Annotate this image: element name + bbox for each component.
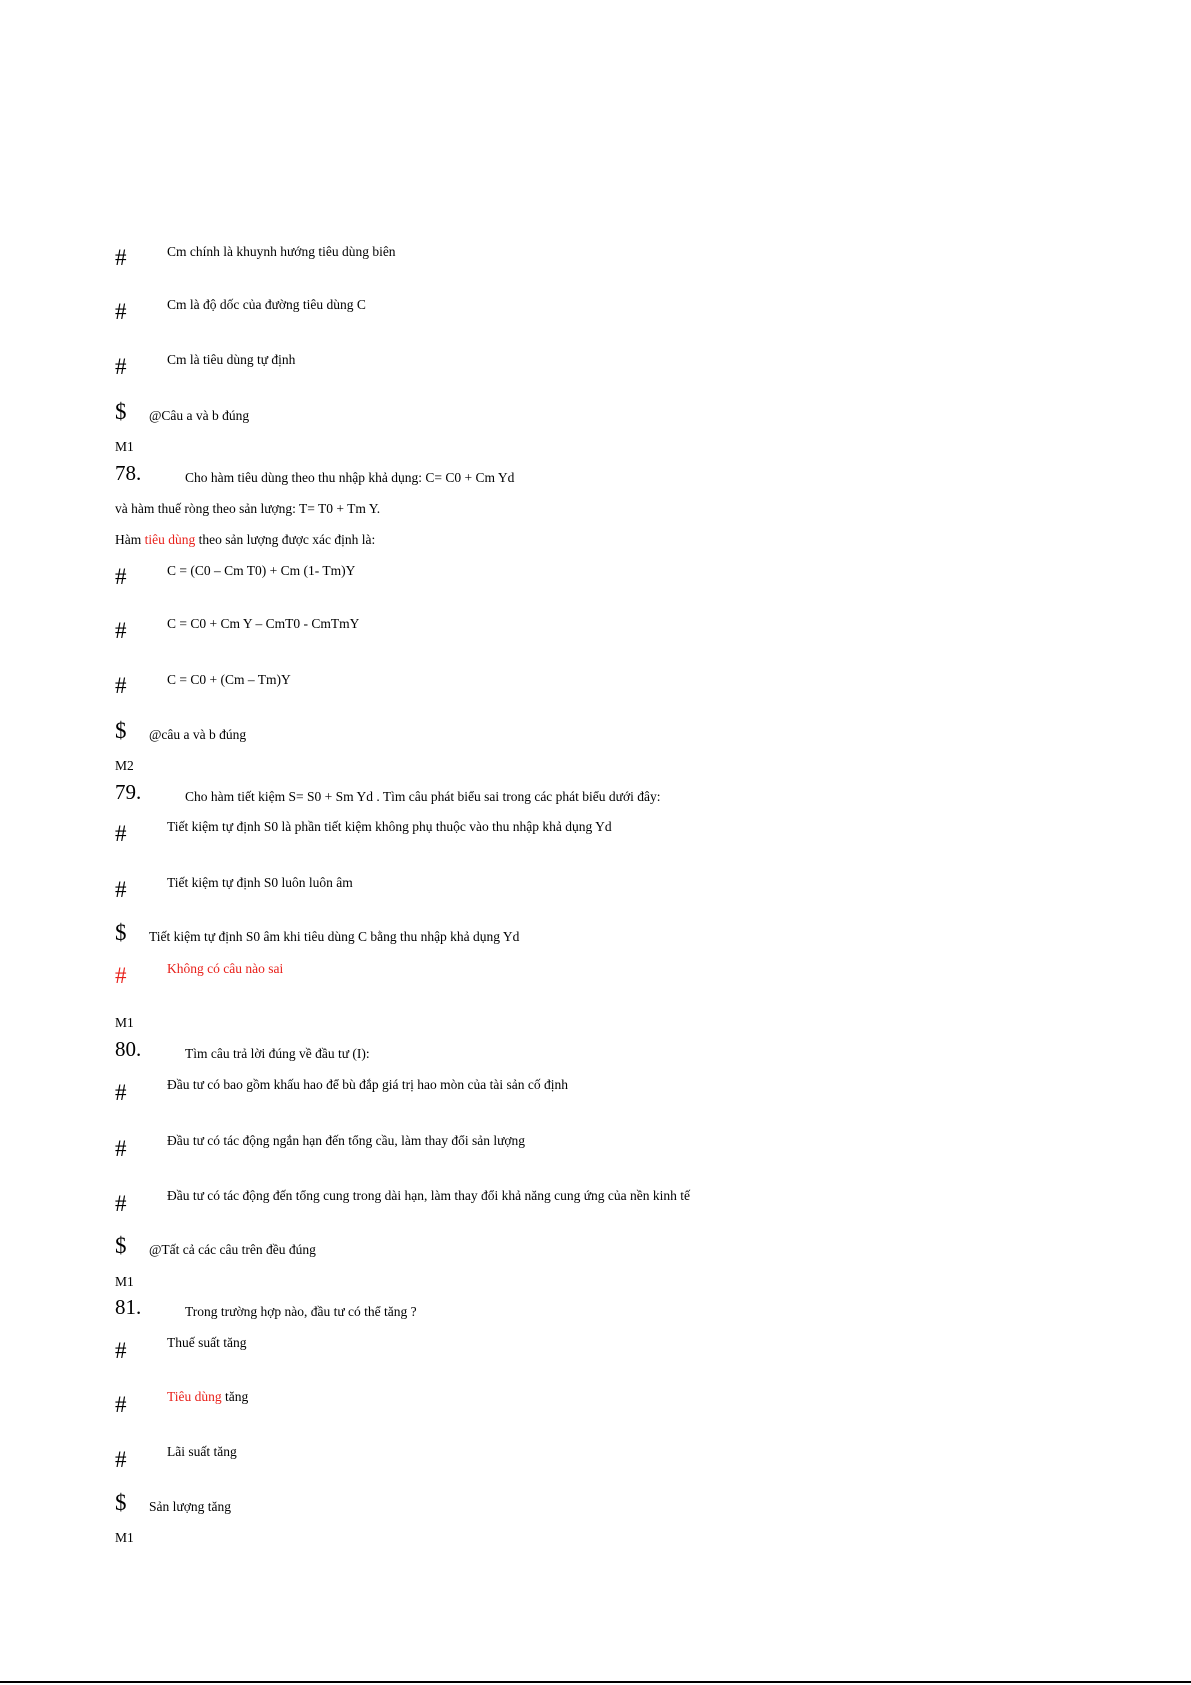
answer-marker: $ — [115, 399, 127, 424]
difficulty-level: M1 — [115, 1015, 134, 1030]
option-marker: # — [115, 564, 127, 589]
question-number: 78. — [115, 461, 142, 485]
option-marker: # — [115, 1447, 127, 1472]
option-marker: # — [115, 1136, 127, 1161]
question-number: 79. — [115, 780, 142, 804]
option-b-text: Tiết kiệm tự định S0 luôn luôn âm — [167, 875, 353, 890]
question-number: 81. — [115, 1295, 142, 1319]
question-text: Cho hàm tiêu dùng theo thu nhập khả dụng: C= C0 + Cm Yd — [185, 470, 515, 485]
option-marker: # — [115, 1338, 127, 1363]
page-bottom-rule — [0, 1681, 1191, 1683]
highlighted-term: tiêu dùng — [144, 532, 196, 547]
answer-marker: $ — [115, 718, 127, 743]
option-marker: # — [115, 673, 127, 698]
option-marker: # — [115, 821, 127, 846]
text-segment: Hàm — [115, 532, 145, 547]
option-a-text: Đầu tư có bao gồm khấu hao để bù đắp giá trị hao mòn của tài sản cố định — [167, 1077, 568, 1092]
option-marker: # — [115, 1080, 127, 1105]
option-marker: # — [115, 618, 127, 643]
answer-marker: $ — [115, 1233, 127, 1258]
answer-text: @Câu a và b đúng — [149, 408, 250, 423]
question-text-line-2: và hàm thuế ròng theo sản lượng: T= T0 + Tm Y. — [115, 501, 381, 516]
option-marker: # — [115, 354, 127, 379]
option-c-text: Lãi suất tăng — [167, 1444, 237, 1459]
option-b-text: Đầu tư có tác động ngắn hạn đến tổng cầu, làm thay đổi sản lượng — [167, 1133, 526, 1148]
option-a-text: C = (C0 – Cm T0) + Cm (1- Tm)Y — [167, 563, 356, 578]
option-marker: # — [115, 1191, 127, 1216]
option-marker: # — [115, 877, 127, 902]
difficulty-level: M1 — [115, 439, 134, 454]
option-c-text: C = C0 + (Cm – Tm)Y — [167, 672, 291, 687]
question-text-line-3 — [115, 532, 375, 548]
option-marker: # — [115, 1392, 127, 1417]
highlighted-term: Tiêu dùng — [167, 1389, 222, 1404]
answer-text: @Tất cả các câu trên đều đúng — [149, 1242, 316, 1257]
option-marker: # — [115, 299, 127, 324]
question-number: 80. — [115, 1037, 142, 1061]
text-segment: theo sản lượng được xác định là: — [195, 532, 376, 547]
option-c-text: Cm là tiêu dùng tự định — [167, 352, 296, 367]
answer-text: Tiết kiệm tự định S0 âm khi tiêu dùng C bằng thu nhập khả dụng Yd — [149, 929, 520, 944]
question-text: Trong trường hợp nào, đầu tư có thể tăng ? — [185, 1304, 417, 1319]
option-c-text: Đầu tư có tác động đến tổng cung trong dài hạn, làm thay đổi khả năng cung ứng của nền kinh tế — [167, 1188, 690, 1203]
option-b-text: Cm là độ dốc của đường tiêu dùng C — [167, 297, 366, 312]
option-marker: # — [115, 963, 127, 988]
difficulty-level: M2 — [115, 758, 134, 773]
option-a-text: Thuế suất tăng — [167, 1335, 247, 1350]
option-marker: # — [115, 245, 127, 270]
answer-text: Sản lượng tăng — [149, 1499, 231, 1514]
option-a-text: Tiết kiệm tự định S0 là phần tiết kiệm không phụ thuộc vào thu nhập khả dụng Yd — [167, 819, 612, 834]
answer-text: @câu a và b đúng — [149, 727, 247, 742]
question-text: Tìm câu trả lời đúng về đầu tư (I): — [185, 1046, 370, 1061]
answer-marker: $ — [115, 920, 127, 945]
option-a-text: Cm chính là khuynh hướng tiêu dùng biên — [167, 244, 396, 259]
difficulty-level: M1 — [115, 1530, 134, 1545]
option-b-text: C = C0 + Cm Y – CmT0 - CmTmY — [167, 616, 360, 631]
difficulty-level: M1 — [115, 1274, 134, 1289]
option-d-text: Không có câu nào sai — [167, 961, 284, 976]
text-segment: tăng — [221, 1389, 249, 1404]
option-b-text — [167, 1389, 248, 1405]
answer-marker: $ — [115, 1490, 127, 1515]
question-text: Cho hàm tiết kiệm S= S0 + Sm Yd . Tìm câu phát biểu sai trong các phát biểu dưới đây: — [185, 789, 661, 804]
